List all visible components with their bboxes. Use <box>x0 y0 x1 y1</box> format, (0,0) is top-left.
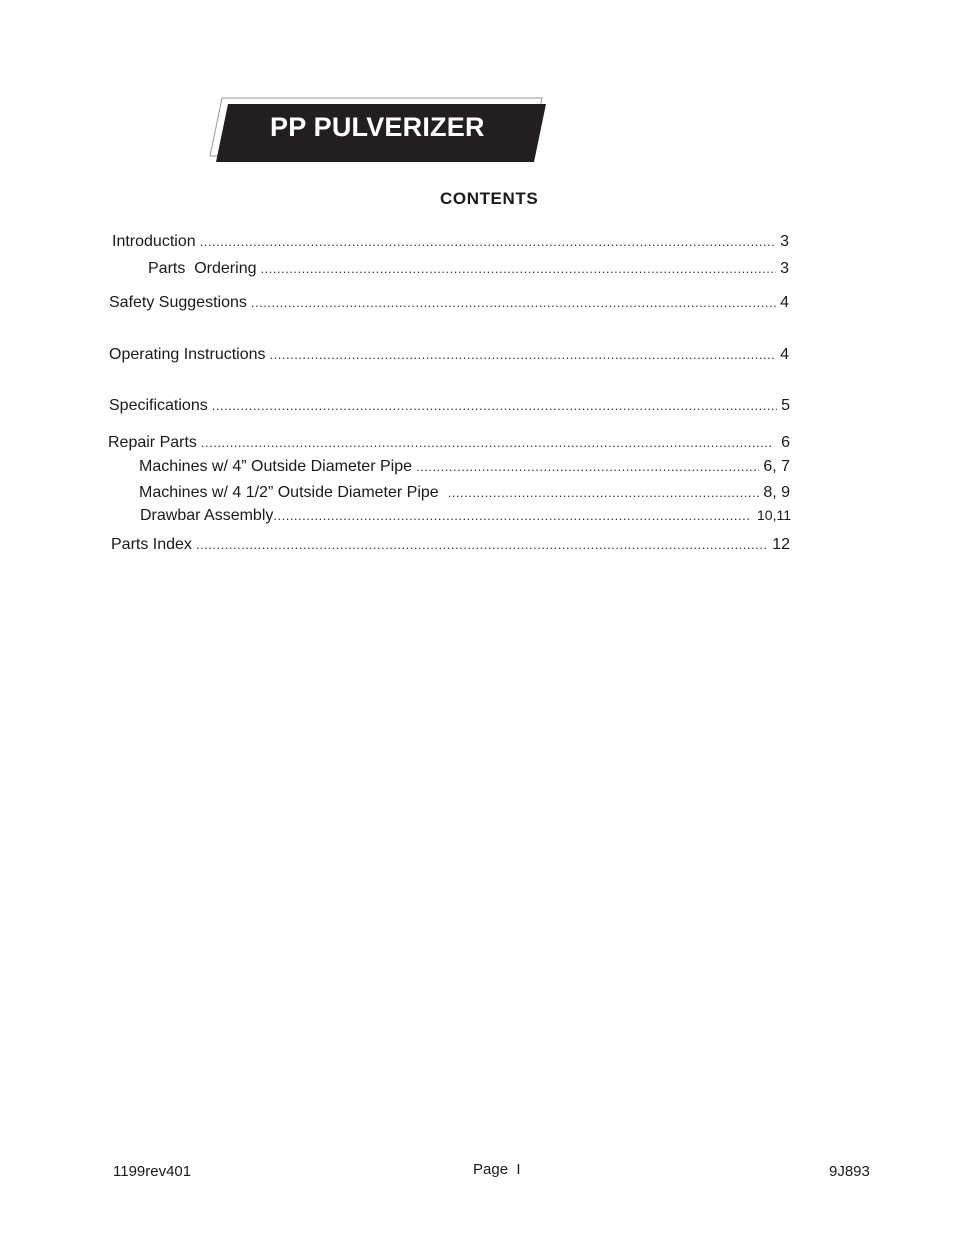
footer-part-number: 9J893 <box>829 1163 870 1180</box>
toc-leader <box>270 347 777 362</box>
toc-page: 4 <box>780 294 789 311</box>
toc-entry-parts-index <box>111 536 790 556</box>
toc-label: Machines w/ 4” Outside Diameter Pipe <box>139 458 412 475</box>
toc-entry-specifications <box>109 397 790 417</box>
toc-page: 12 <box>772 536 790 553</box>
toc-label: Operating Instructions <box>109 346 266 363</box>
toc-label: Drawbar Assembly <box>140 507 274 524</box>
toc-leader <box>200 234 776 249</box>
toc-entry-introduction <box>112 233 789 253</box>
toc-leader <box>212 398 777 413</box>
contents-heading: CONTENTS <box>440 189 539 208</box>
toc-page: 5 <box>781 397 790 414</box>
title-banner <box>208 96 550 164</box>
toc-label: Machines w/ 4 1/2” Outside Diameter Pipe <box>139 484 439 501</box>
toc-page: 3 <box>780 233 789 250</box>
toc-page: 3 <box>780 260 789 277</box>
toc-label: Safety Suggestions <box>109 294 247 311</box>
toc-label: Introduction <box>112 233 196 250</box>
toc-leader <box>260 261 776 276</box>
toc-entry-safety-suggestions <box>109 294 789 314</box>
toc-entry-operating-instructions <box>109 346 789 366</box>
toc-leader <box>251 295 776 310</box>
toc-entry-machines-4in <box>139 458 790 478</box>
toc-entry-repair-parts <box>108 434 790 454</box>
toc-entry-parts-ordering <box>148 260 789 280</box>
page-title: PP PULVERIZER <box>270 112 485 142</box>
toc-page: 6 <box>781 434 790 451</box>
toc-label: Parts Index <box>111 536 192 553</box>
toc-leader <box>201 435 771 450</box>
toc-leader <box>416 459 759 474</box>
toc-leader <box>273 508 751 523</box>
toc-leader <box>448 485 760 500</box>
toc-leader <box>196 537 768 552</box>
toc-entry-machines-4-5in <box>139 484 790 504</box>
toc-page: 8, 9 <box>763 484 790 501</box>
toc-label: Repair Parts <box>108 434 197 451</box>
toc-entry-drawbar-assembly <box>140 507 791 527</box>
toc-page: 4 <box>780 346 789 363</box>
toc-label: Specifications <box>109 397 208 414</box>
footer-revision: 1199rev401 <box>113 1163 192 1180</box>
toc-page: 6, 7 <box>763 458 790 475</box>
toc-page: 10,11 <box>757 507 791 523</box>
toc-label: Parts Ordering <box>148 260 257 277</box>
footer-page-number: Page I <box>473 1161 521 1178</box>
